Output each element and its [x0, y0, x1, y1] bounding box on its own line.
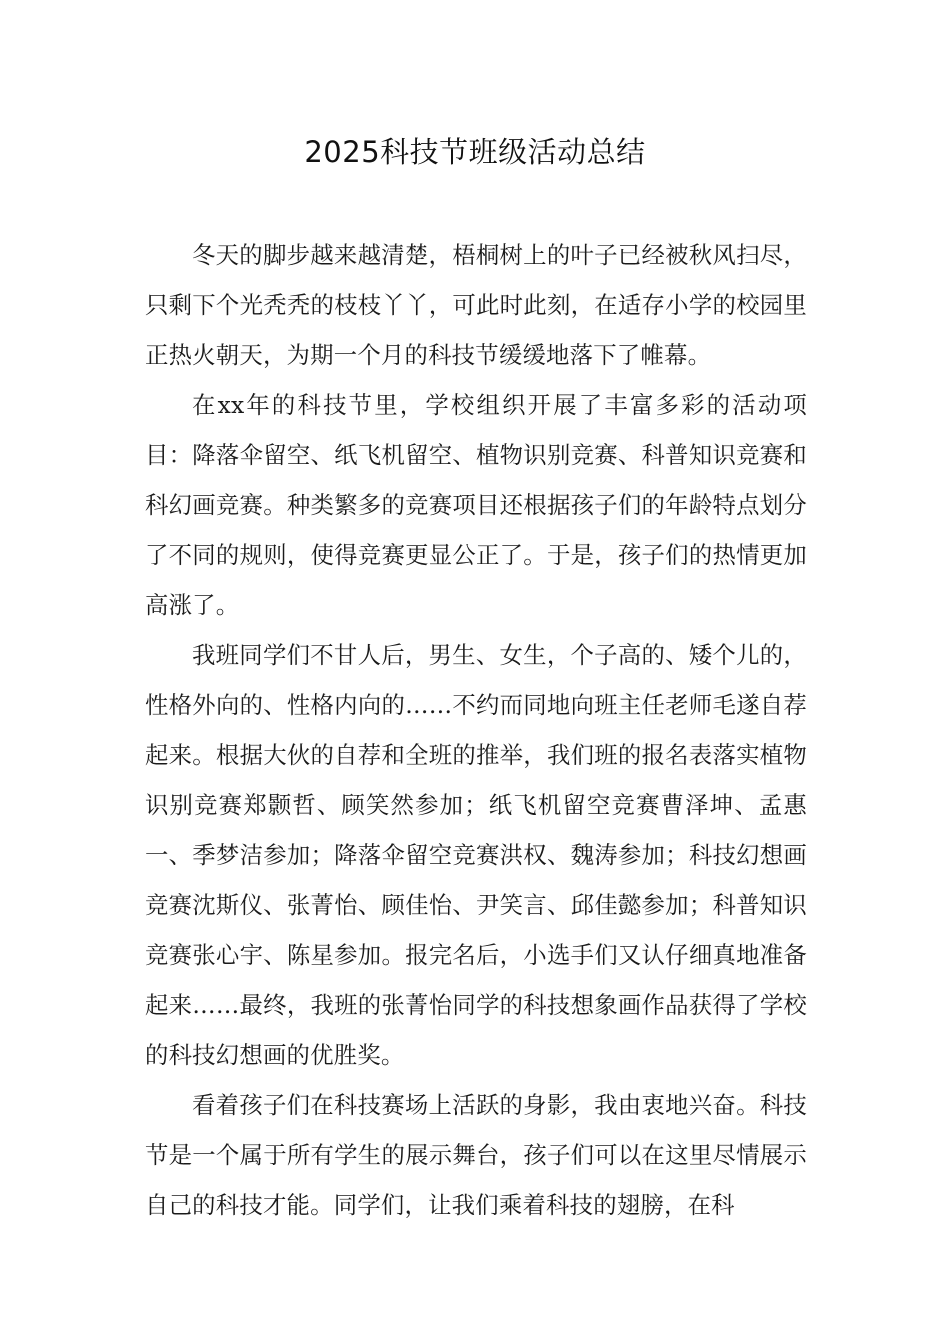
document-title: 2025科技节班级活动总结 [304, 135, 646, 169]
paragraph-3: 我班同学们不甘人后，男生、女生，个子高的、矮个儿的，性格外向的、性格内向的……不约而同地向班主任老师毛遂自荐起来。根据大伙的自荐和全班的推举，我们班的报名表落实植物识别竞赛郑颢哲、顾笑然参加；纸飞机留空竞赛曹泽坤、孟惠一、季梦洁参加；降落伞留空竞赛洪权、魏涛参加；科技幻想画竞赛沈斯仪、张菁怡、顾佳怡、尹笑言、邱佳懿参加；科普知识竞赛张心宇、陈星参加。报完名后，小选手们又认仔细真地准备起来……最终，我班的张菁怡同学的科技想象画作品获得了学校的科技幻想画的优胜奖。 [145, 641, 807, 1069]
paragraph-1: 冬天的脚步越来越清楚，梧桐树上的叶子已经被秋风扫尽，只剩下个光秃秃的枝枝丫丫，可此时此刻，在适存小学的校园里正热火朝天，为期一个月的科技节缓缓地落下了帷幕。 [145, 241, 807, 369]
paragraph-2: 在xx年的科技节里，学校组织开展了丰富多彩的活动项目：降落伞留空、纸飞机留空、植物识别竞赛、科普知识竞赛和科幻画竞赛。种类繁多的竞赛项目还根据孩子们的年龄特点划分了不同的规则，使得竞赛更显公正了。于是，孩子们的热情更加高涨了。 [145, 391, 807, 619]
paragraph-4: 看着孩子们在科技赛场上活跃的身影，我由衷地兴奋。科技节是一个属于所有学生的展示舞台，孩子们可以在这里尽情展示自己的科技才能。同学们，让我们乘着科技的翅膀，在科 [145, 1091, 807, 1219]
document-body [145, 230, 807, 1230]
